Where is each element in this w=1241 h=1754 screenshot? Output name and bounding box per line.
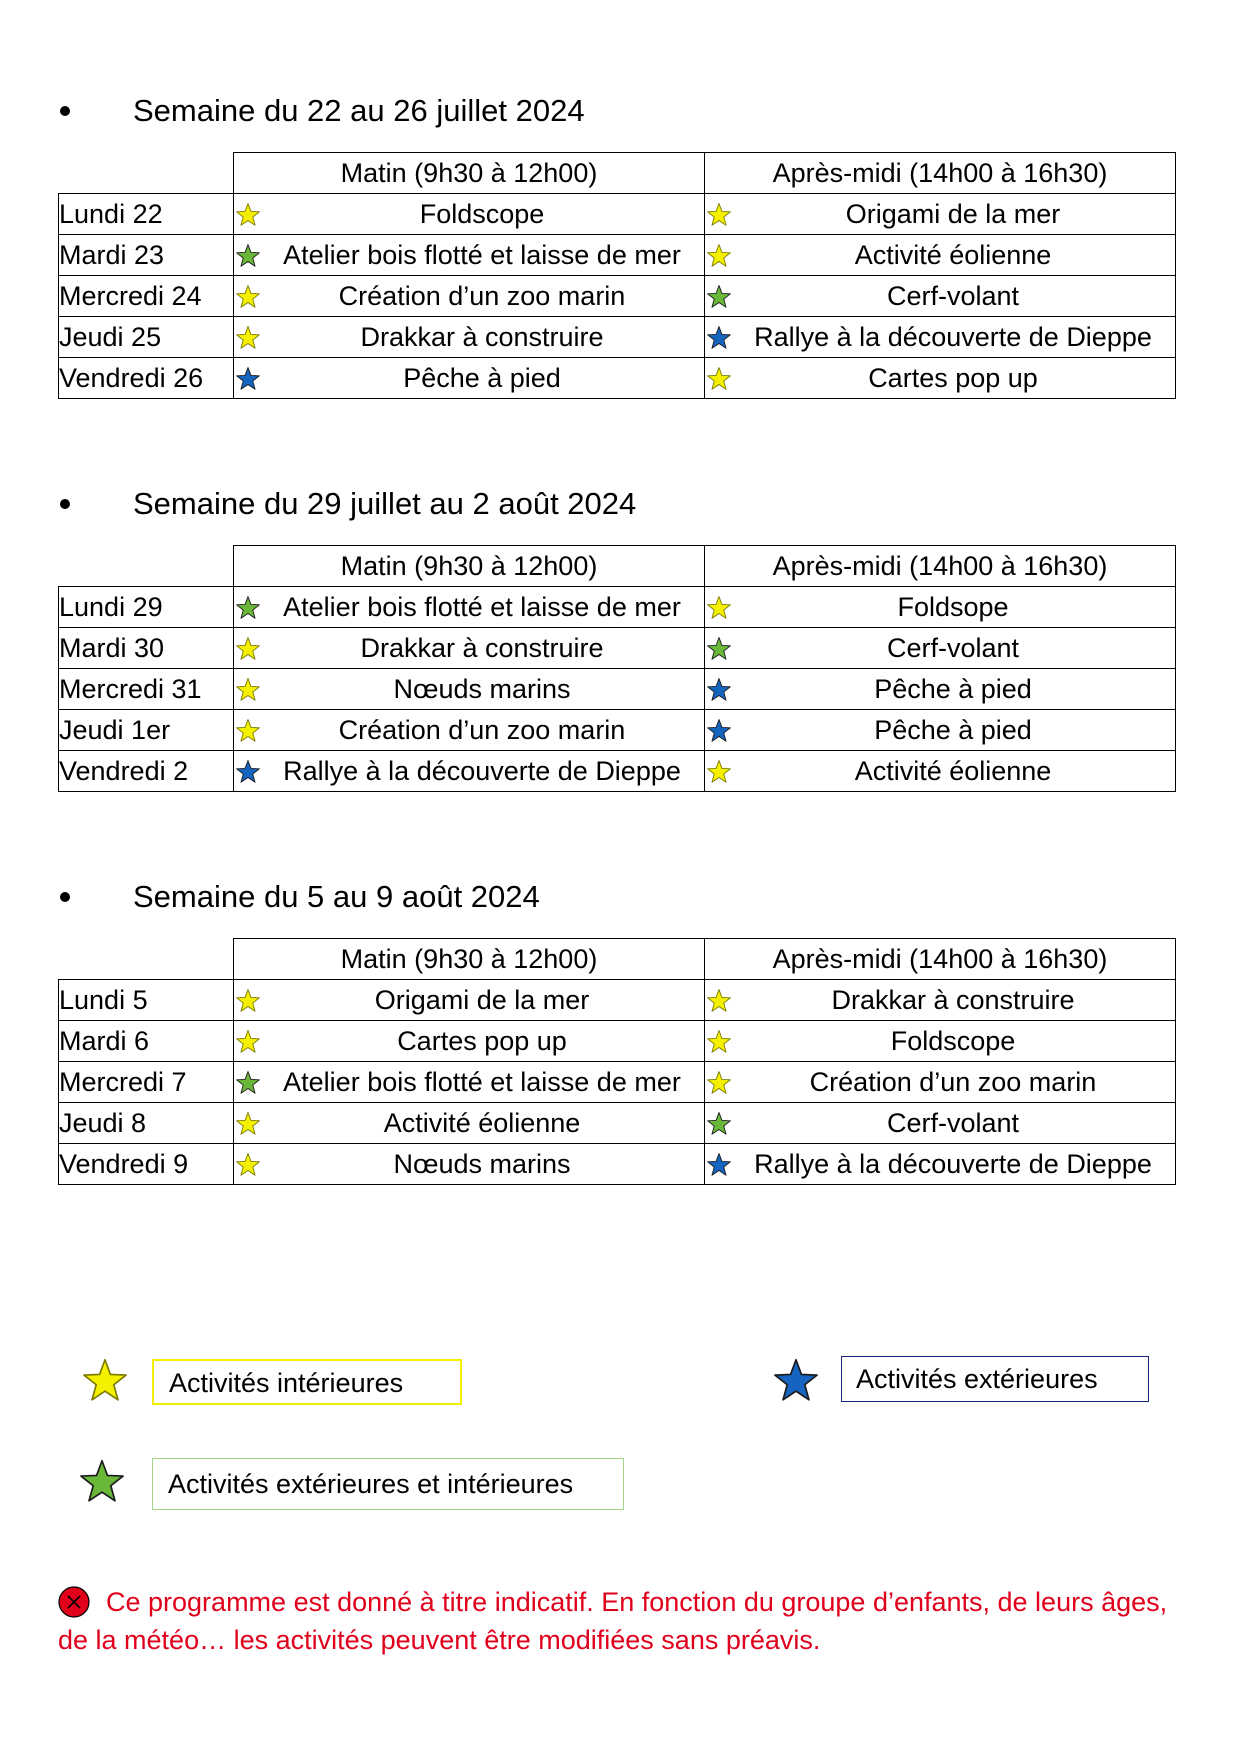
activity-label: Foldscope: [419, 198, 545, 229]
yellow-star-icon: [706, 243, 732, 269]
legend-indoor: Activités intérieures: [152, 1359, 462, 1405]
table-row: [59, 710, 1176, 751]
day-cell: Vendredi 9: [59, 1144, 234, 1185]
activity-label: Activité éolienne: [854, 755, 1052, 786]
morning-activity-cell: [234, 358, 705, 399]
table-row: [59, 194, 1176, 235]
table-row: [59, 1062, 1176, 1103]
activity-label: Atelier bois flotté et laisse de mer: [283, 591, 681, 622]
activity-label: Nœuds marins: [393, 1148, 571, 1179]
blue-star-icon: [772, 1357, 820, 1405]
afternoon-activity-cell: [705, 235, 1176, 276]
yellow-star-icon: [235, 1029, 261, 1055]
header-morning: Matin (9h30 à 12h00): [234, 939, 705, 980]
header-afternoon: Après-midi (14h00 à 16h30): [705, 546, 1176, 587]
table-row: [59, 1144, 1176, 1185]
afternoon-activity-cell: [705, 587, 1176, 628]
day-cell: Mercredi 7: [59, 1062, 234, 1103]
activity-label: Activité éolienne: [854, 239, 1052, 270]
morning-activity-cell: [234, 669, 705, 710]
yellow-star-icon: [235, 284, 261, 310]
yellow-star-icon: [81, 1357, 129, 1405]
day-cell: Vendredi 26: [59, 358, 234, 399]
green-star-icon: [706, 284, 732, 310]
schedule-table: [58, 152, 1176, 399]
activity-label: Rallye à la découverte de Dieppe: [283, 755, 681, 786]
yellow-star-icon: [706, 1070, 732, 1096]
green-star-icon: [235, 1070, 261, 1096]
header-morning: Matin (9h30 à 12h00): [234, 153, 705, 194]
activity-label: Rallye à la découverte de Dieppe: [754, 321, 1152, 352]
table-row: [59, 235, 1176, 276]
activity-label: Nœuds marins: [393, 673, 571, 704]
blue-star-icon: [706, 1152, 732, 1178]
day-cell: Lundi 5: [59, 980, 234, 1021]
activity-label: Atelier bois flotté et laisse de mer: [283, 1066, 681, 1097]
afternoon-activity-cell: [705, 669, 1176, 710]
morning-activity-cell: [234, 276, 705, 317]
morning-activity-cell: [234, 980, 705, 1021]
afternoon-activity-cell: [705, 1144, 1176, 1185]
bullet-icon: [60, 892, 70, 902]
yellow-star-icon: [706, 595, 732, 621]
morning-activity-cell: [234, 587, 705, 628]
blue-star-icon: [706, 718, 732, 744]
morning-activity-cell: [234, 1021, 705, 1062]
afternoon-activity-cell: [705, 751, 1176, 792]
table-row: [59, 276, 1176, 317]
afternoon-activity-cell: [705, 358, 1176, 399]
day-cell: Mercredi 24: [59, 276, 234, 317]
day-cell: Jeudi 25: [59, 317, 234, 358]
header-empty: [59, 939, 234, 980]
yellow-star-icon: [235, 718, 261, 744]
activity-label: Foldscope: [890, 1025, 1016, 1056]
green-star-icon: [235, 595, 261, 621]
schedule-table: [58, 545, 1176, 792]
yellow-star-icon: [235, 325, 261, 351]
yellow-star-icon: [706, 759, 732, 785]
activity-label: Foldsope: [897, 591, 1009, 622]
blue-star-icon: [235, 759, 261, 785]
activity-label: Cerf-volant: [886, 280, 1020, 311]
activity-label: Origami de la mer: [845, 198, 1061, 229]
day-cell: Jeudi 1er: [59, 710, 234, 751]
afternoon-activity-cell: [705, 1062, 1176, 1103]
morning-activity-cell: [234, 628, 705, 669]
day-cell: Mardi 30: [59, 628, 234, 669]
table-row: [59, 587, 1176, 628]
header-afternoon: Après-midi (14h00 à 16h30): [705, 939, 1176, 980]
afternoon-activity-cell: [705, 1103, 1176, 1144]
activity-label: Pêche à pied: [874, 673, 1032, 704]
yellow-star-icon: [235, 1111, 261, 1137]
morning-activity-cell: [234, 194, 705, 235]
table-row: [59, 980, 1176, 1021]
activity-label: Drakkar à construire: [831, 984, 1075, 1015]
table-row: [59, 358, 1176, 399]
table-row: [59, 317, 1176, 358]
header-morning: Matin (9h30 à 12h00): [234, 546, 705, 587]
afternoon-activity-cell: [705, 276, 1176, 317]
schedule-table: [58, 938, 1176, 1185]
yellow-star-icon: [706, 1029, 732, 1055]
blue-star-icon: [706, 325, 732, 351]
table-row: [59, 1103, 1176, 1144]
day-cell: Lundi 29: [59, 587, 234, 628]
afternoon-activity-cell: [705, 628, 1176, 669]
green-star-icon: [235, 243, 261, 269]
yellow-star-icon: [235, 636, 261, 662]
table-row: [59, 751, 1176, 792]
activity-label: Pêche à pied: [403, 362, 561, 393]
green-star-icon: [78, 1458, 126, 1506]
yellow-star-icon: [706, 202, 732, 228]
activity-label: Drakkar à construire: [360, 321, 604, 352]
day-cell: Vendredi 2: [59, 751, 234, 792]
afternoon-activity-cell: [705, 1021, 1176, 1062]
legend-mixed: Activités extérieures et intérieures: [152, 1458, 624, 1510]
yellow-star-icon: [235, 988, 261, 1014]
day-cell: Mercredi 31: [59, 669, 234, 710]
morning-activity-cell: [234, 710, 705, 751]
afternoon-activity-cell: [705, 980, 1176, 1021]
yellow-star-icon: [235, 1152, 261, 1178]
morning-activity-cell: [234, 751, 705, 792]
activity-label: Atelier bois flotté et laisse de mer: [283, 239, 681, 270]
activity-label: Pêche à pied: [874, 714, 1032, 745]
header-afternoon: Après-midi (14h00 à 16h30): [705, 153, 1176, 194]
blue-star-icon: [235, 366, 261, 392]
afternoon-activity-cell: [705, 194, 1176, 235]
activity-label: Origami de la mer: [374, 984, 590, 1015]
activity-label: Cartes pop up: [397, 1025, 567, 1056]
activity-label: Activité éolienne: [383, 1107, 581, 1138]
disclaimer-note: Ce programme est donné à titre indicatif. En fonction du groupe d’enfants, de leurs âges, de la météo… les activités peuvent être modifiées sans préavis.: [58, 1587, 1168, 1655]
bullet-icon: [60, 106, 70, 116]
bullet-icon: [60, 499, 70, 509]
day-cell: Jeudi 8: [59, 1103, 234, 1144]
green-star-icon: [706, 636, 732, 662]
day-cell: Lundi 22: [59, 194, 234, 235]
yellow-star-icon: [235, 677, 261, 703]
afternoon-activity-cell: [705, 710, 1176, 751]
morning-activity-cell: [234, 1103, 705, 1144]
activity-label: Cartes pop up: [868, 362, 1038, 393]
table-row: [59, 1021, 1176, 1062]
yellow-star-icon: [706, 366, 732, 392]
afternoon-activity-cell: [705, 317, 1176, 358]
activity-label: Cerf-volant: [886, 632, 1020, 663]
activity-label: Création d’un zoo marin: [338, 280, 626, 311]
yellow-star-icon: [706, 988, 732, 1014]
day-cell: Mardi 6: [59, 1021, 234, 1062]
morning-activity-cell: [234, 235, 705, 276]
green-star-icon: [706, 1111, 732, 1137]
activity-label: Rallye à la découverte de Dieppe: [754, 1148, 1152, 1179]
activity-label: Création d’un zoo marin: [338, 714, 626, 745]
header-empty: [59, 546, 234, 587]
morning-activity-cell: [234, 317, 705, 358]
legend-outdoor: Activités extérieures: [841, 1356, 1149, 1402]
morning-activity-cell: [234, 1144, 705, 1185]
yellow-star-icon: [235, 202, 261, 228]
activity-label: Drakkar à construire: [360, 632, 604, 663]
activity-label: Création d’un zoo marin: [809, 1066, 1097, 1097]
day-cell: Mardi 23: [59, 235, 234, 276]
error-icon: [58, 1586, 90, 1618]
blue-star-icon: [706, 677, 732, 703]
activity-label: Cerf-volant: [886, 1107, 1020, 1138]
table-row: [59, 669, 1176, 710]
header-empty: [59, 153, 234, 194]
morning-activity-cell: [234, 1062, 705, 1103]
table-row: [59, 628, 1176, 669]
